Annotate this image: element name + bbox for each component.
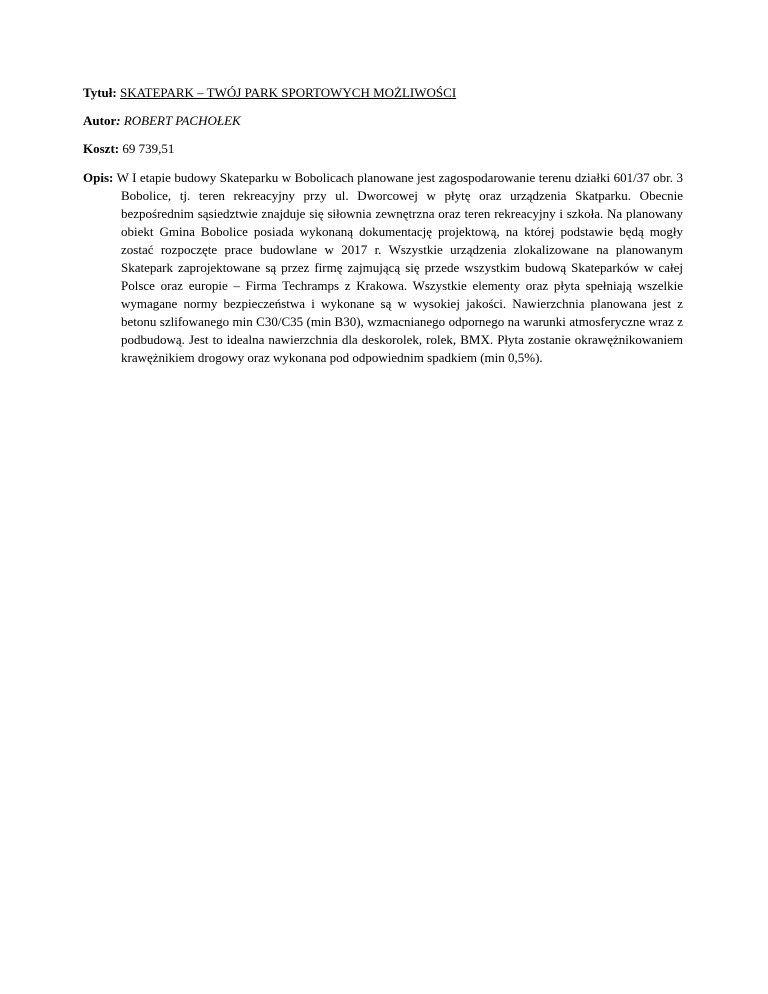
title-label: Tytuł:: [83, 85, 117, 100]
description-label: Opis:: [83, 170, 114, 185]
author-label-text: Autor: [83, 113, 117, 128]
description-text: W I etapie budowy Skateparku w Bobolicach planowane jest zagospodarowanie terenu działki 601/37 obr. 3 Bobolice, tj. teren rekreacyjny przy ul. Dworcowej w płytę oraz urządzenia Skatparku. Obecnie bezpośrednim sąsiedztwie znajduje się siłownia zewnętrzna oraz teren rekreacyjny i szkoła. Na planowany obiekt Gmina Bobolice posiada wykonaną dokumentację projektową, na której podstawie będą mogły zostać rozpoczęte prace budowlane w 2017 r. Wszystkie urządzenia zlokalizowane na planowanym Skatepark zaprojektowane są przez firmę zajmującą się przede wszystkim budową Skateparków w całej Polsce oraz europie – Firma Techramps z Krakowa. Wszystkie elementy oraz płyta spełniają wszelkie wymagane normy bezpieczeństwa i wykonane są w wysokiej jakości. Nawierzchnia planowana jest z betonu szlifowanego min C30/C35 (min B30), wzmacnianego odpornego na warunki atmosferyczne wraz z podbudową. Jest to idealna nawierzchnia dla deskorolek, rolek, BMX. Płyta zostanie okrawężnikowaniem krawężnikiem drogowy oraz wykonana pod odpowiednim spadkiem (min 0,5%).: [116, 170, 684, 365]
author-label: [83, 113, 121, 128]
description-field: [83, 169, 683, 367]
document-page: [83, 84, 683, 367]
author-field: [83, 112, 683, 130]
title-value: SKATEPARK – TWÓJ PARK SPORTOWYCH MOŻLIWOŚCI: [119, 85, 457, 100]
author-label-colon: :: [116, 113, 121, 128]
cost-value: 69 739,51: [122, 141, 175, 156]
author-value: ROBERT PACHOŁEK: [123, 113, 241, 128]
cost-field: [83, 140, 683, 158]
cost-label: Koszt:: [83, 141, 120, 156]
title-field: [83, 84, 683, 102]
